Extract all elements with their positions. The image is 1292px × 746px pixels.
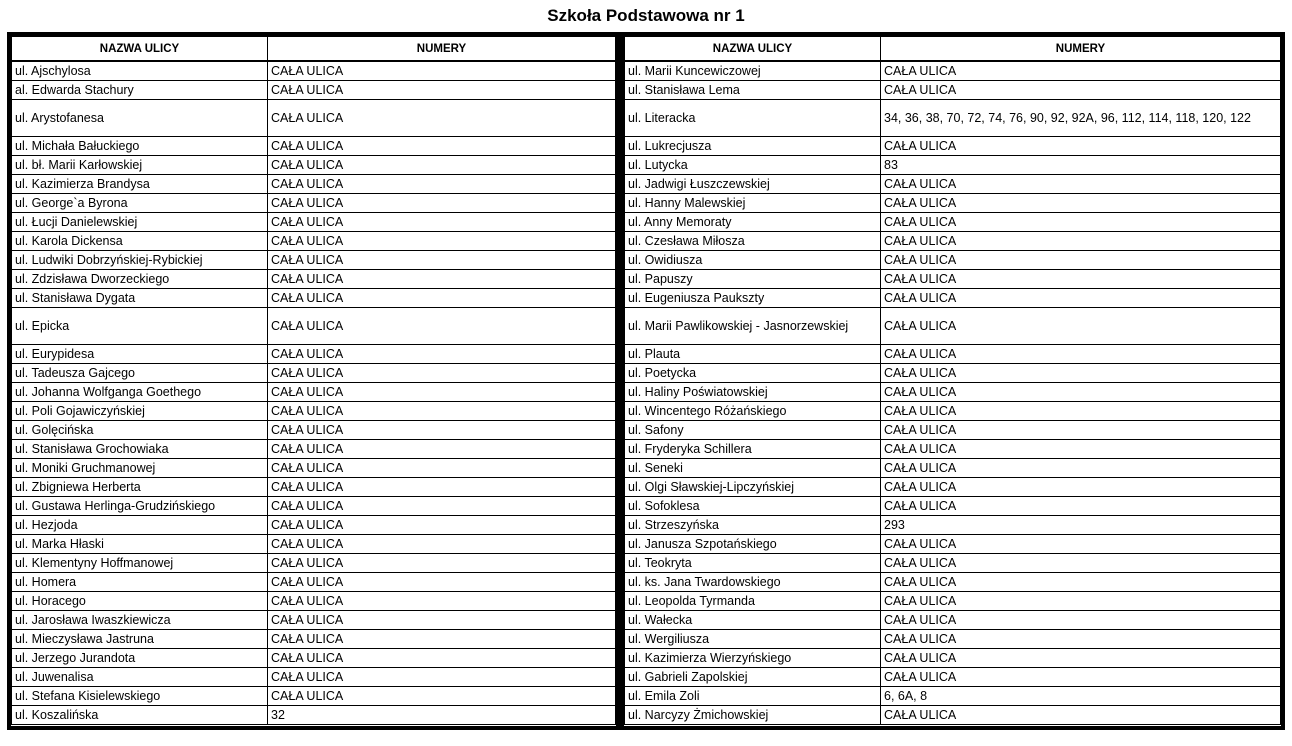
street-name-cell: ul. Emila Zoli xyxy=(625,687,881,706)
street-name-cell: ul. Safony xyxy=(625,421,881,440)
numbers-cell: CAŁA ULICA xyxy=(881,478,1281,497)
street-table-left-panel xyxy=(11,36,616,726)
numbers-cell: CAŁA ULICA xyxy=(268,440,616,459)
street-name-cell: ul. Karola Dickensa xyxy=(12,232,268,251)
street-name-cell: ul. Homera xyxy=(12,573,268,592)
table-row xyxy=(625,100,1281,137)
numbers-cell: CAŁA ULICA xyxy=(881,649,1281,668)
table-row xyxy=(625,573,1281,592)
street-name-cell: ul. Ajschylosa xyxy=(12,61,268,81)
street-name-cell: ul. Kazimierza Brandysa xyxy=(12,175,268,194)
numbers-cell: CAŁA ULICA xyxy=(881,440,1281,459)
numbers-cell: CAŁA ULICA xyxy=(881,573,1281,592)
numbers-cell: CAŁA ULICA xyxy=(268,232,616,251)
table-row xyxy=(625,213,1281,232)
numbers-cell: CAŁA ULICA xyxy=(881,554,1281,573)
street-name-cell: ul. Juwenalisa xyxy=(12,668,268,687)
numbers-cell: CAŁA ULICA xyxy=(268,156,616,175)
street-name-cell: ul. Klementyny Hoffmanowej xyxy=(12,554,268,573)
numbers-cell: CAŁA ULICA xyxy=(268,611,616,630)
street-name-cell: ul. Teokryta xyxy=(625,554,881,573)
numbers-cell: CAŁA ULICA xyxy=(268,554,616,573)
street-name-cell: ul. Mieczysława Jastruna xyxy=(12,630,268,649)
table-row xyxy=(625,345,1281,364)
table-row xyxy=(12,364,616,383)
numbers-cell: CAŁA ULICA xyxy=(268,402,616,421)
street-name-cell: ul. Golęcińska xyxy=(12,421,268,440)
table-row xyxy=(625,497,1281,516)
table-row xyxy=(12,383,616,402)
numbers-cell: CAŁA ULICA xyxy=(881,137,1281,156)
table-row xyxy=(625,706,1281,725)
table-row xyxy=(12,156,616,175)
table-row xyxy=(12,535,616,554)
table-row xyxy=(12,440,616,459)
street-name-cell: ul. Kazimierza Wierzyńskiego xyxy=(625,649,881,668)
table-row xyxy=(625,630,1281,649)
street-name-cell: ul. Eurypidesa xyxy=(12,345,268,364)
numbers-cell: CAŁA ULICA xyxy=(268,687,616,706)
table-row xyxy=(625,383,1281,402)
table-row xyxy=(12,611,616,630)
table-row xyxy=(625,554,1281,573)
numbers-cell: CAŁA ULICA xyxy=(881,251,1281,270)
numbers-cell: 34, 36, 38, 70, 72, 74, 76, 90, 92, 92A, 96, 112, 114, 118, 120, 122 xyxy=(881,100,1281,137)
street-name-cell: ul. Marii Pawlikowskiej - Jasnorzewskiej xyxy=(625,308,881,345)
street-name-cell: ul. Stanisława Lema xyxy=(625,81,881,100)
street-name-cell: ul. Poetycka xyxy=(625,364,881,383)
street-name-cell: ul. Stanisława Dygata xyxy=(12,289,268,308)
numbers-cell: CAŁA ULICA xyxy=(881,364,1281,383)
numbers-cell: CAŁA ULICA xyxy=(268,194,616,213)
street-tables-container xyxy=(7,32,1285,730)
numbers-cell: CAŁA ULICA xyxy=(881,668,1281,687)
table-row xyxy=(625,194,1281,213)
street-name-cell: ul. Koszalińska xyxy=(12,706,268,725)
numbers-cell: CAŁA ULICA xyxy=(881,402,1281,421)
column-header-street: NAZWA ULICY xyxy=(625,37,881,62)
street-name-cell: ul. Lutycka xyxy=(625,156,881,175)
column-header-numbers: NUMERY xyxy=(881,37,1281,62)
table-row xyxy=(625,649,1281,668)
street-name-cell: ul. Wergiliusza xyxy=(625,630,881,649)
numbers-cell: CAŁA ULICA xyxy=(881,81,1281,100)
street-name-cell: ul. bł. Marii Karłowskiej xyxy=(12,156,268,175)
table-row xyxy=(12,687,616,706)
numbers-cell: CAŁA ULICA xyxy=(268,213,616,232)
street-name-cell: ul. Czesława Miłosza xyxy=(625,232,881,251)
street-name-cell: ul. Jadwigi Łuszczewskiej xyxy=(625,175,881,194)
street-name-cell: ul. Stanisława Grochowiaka xyxy=(12,440,268,459)
numbers-cell: CAŁA ULICA xyxy=(881,497,1281,516)
table-row xyxy=(12,459,616,478)
street-name-cell: ul. Gabrieli Zapolskiej xyxy=(625,668,881,687)
numbers-cell: CAŁA ULICA xyxy=(268,383,616,402)
numbers-cell: CAŁA ULICA xyxy=(881,459,1281,478)
street-name-cell: ul. Marii Kuncewiczowej xyxy=(625,61,881,81)
street-name-cell: ul. ks. Jana Twardowskiego xyxy=(625,573,881,592)
numbers-cell: 293 xyxy=(881,516,1281,535)
street-name-cell: ul. Fryderyka Schillera xyxy=(625,440,881,459)
numbers-cell: 6, 6A, 8 xyxy=(881,687,1281,706)
numbers-cell: CAŁA ULICA xyxy=(268,270,616,289)
street-name-cell: ul. Lukrecjusza xyxy=(625,137,881,156)
numbers-cell: CAŁA ULICA xyxy=(881,175,1281,194)
table-row xyxy=(625,421,1281,440)
table-row xyxy=(12,497,616,516)
table-row xyxy=(12,630,616,649)
street-table-right-panel xyxy=(624,36,1281,726)
street-name-cell: ul. Arystofanesa xyxy=(12,100,268,137)
tables-divider xyxy=(616,36,624,726)
street-name-cell: ul. Hezjoda xyxy=(12,516,268,535)
numbers-cell: CAŁA ULICA xyxy=(881,706,1281,725)
table-row xyxy=(625,516,1281,535)
table-row xyxy=(12,194,616,213)
street-name-cell: ul. Strzeszyńska xyxy=(625,516,881,535)
street-name-cell: ul. Moniki Gruchmanowej xyxy=(12,459,268,478)
table-row xyxy=(12,421,616,440)
table-row xyxy=(12,706,616,725)
numbers-cell: CAŁA ULICA xyxy=(268,61,616,81)
street-name-cell: ul. Poli Gojawiczyńskiej xyxy=(12,402,268,421)
numbers-cell: CAŁA ULICA xyxy=(268,535,616,554)
numbers-cell: CAŁA ULICA xyxy=(881,421,1281,440)
table-row xyxy=(625,440,1281,459)
numbers-cell: CAŁA ULICA xyxy=(881,213,1281,232)
numbers-cell: CAŁA ULICA xyxy=(268,289,616,308)
numbers-cell: 83 xyxy=(881,156,1281,175)
table-row xyxy=(625,61,1281,81)
street-name-cell: ul. Epicka xyxy=(12,308,268,345)
table-row xyxy=(12,175,616,194)
table-row xyxy=(625,592,1281,611)
street-name-cell: ul. Olgi Sławskiej-Lipczyńskiej xyxy=(625,478,881,497)
table-row xyxy=(12,213,616,232)
street-name-cell: ul. Anny Memoraty xyxy=(625,213,881,232)
street-name-cell: ul. Ludwiki Dobrzyńskiej-Rybickiej xyxy=(12,251,268,270)
numbers-cell: CAŁA ULICA xyxy=(881,61,1281,81)
table-row xyxy=(12,81,616,100)
numbers-cell: CAŁA ULICA xyxy=(881,289,1281,308)
numbers-cell: CAŁA ULICA xyxy=(268,516,616,535)
table-row xyxy=(12,61,616,81)
table-row xyxy=(625,668,1281,687)
table-row xyxy=(12,137,616,156)
numbers-cell: 32 xyxy=(268,706,616,725)
table-row xyxy=(12,345,616,364)
street-name-cell: al. Edwarda Stachury xyxy=(12,81,268,100)
table-row xyxy=(625,270,1281,289)
column-header-numbers: NUMERY xyxy=(268,37,616,62)
table-row xyxy=(12,100,616,137)
table-row xyxy=(12,308,616,345)
street-name-cell: ul. Literacka xyxy=(625,100,881,137)
street-name-cell: ul. Hanny Malewskiej xyxy=(625,194,881,213)
table-row xyxy=(625,81,1281,100)
street-name-cell: ul. Zdzisława Dworzeckiego xyxy=(12,270,268,289)
table-row xyxy=(12,402,616,421)
numbers-cell: CAŁA ULICA xyxy=(268,649,616,668)
table-row xyxy=(625,402,1281,421)
table-row xyxy=(12,592,616,611)
numbers-cell: CAŁA ULICA xyxy=(268,459,616,478)
table-row xyxy=(12,289,616,308)
table-row xyxy=(12,251,616,270)
numbers-cell: CAŁA ULICA xyxy=(268,364,616,383)
table-row xyxy=(12,270,616,289)
numbers-cell: CAŁA ULICA xyxy=(881,383,1281,402)
numbers-cell: CAŁA ULICA xyxy=(268,421,616,440)
header-row xyxy=(625,37,1281,62)
numbers-cell: CAŁA ULICA xyxy=(881,232,1281,251)
numbers-cell: CAŁA ULICA xyxy=(268,175,616,194)
table-row xyxy=(625,251,1281,270)
table-row xyxy=(625,611,1281,630)
street-name-cell: ul. Narcyzy Żmichowskiej xyxy=(625,706,881,725)
street-name-cell: ul. Tadeusza Gajcego xyxy=(12,364,268,383)
table-row xyxy=(625,687,1281,706)
table-row xyxy=(12,478,616,497)
numbers-cell: CAŁA ULICA xyxy=(881,308,1281,345)
numbers-cell: CAŁA ULICA xyxy=(268,497,616,516)
street-name-cell: ul. Eugeniusza Paukszty xyxy=(625,289,881,308)
street-name-cell: ul. Łucji Danielewskiej xyxy=(12,213,268,232)
numbers-cell: CAŁA ULICA xyxy=(268,345,616,364)
numbers-cell: CAŁA ULICA xyxy=(881,194,1281,213)
table-row xyxy=(12,649,616,668)
numbers-cell: CAŁA ULICA xyxy=(268,630,616,649)
table-row xyxy=(625,308,1281,345)
numbers-cell: CAŁA ULICA xyxy=(268,478,616,497)
numbers-cell: CAŁA ULICA xyxy=(268,308,616,345)
street-name-cell: ul. Seneki xyxy=(625,459,881,478)
street-name-cell: ul. Gustawa Herlinga-Grudzińskiego xyxy=(12,497,268,516)
street-name-cell: ul. Papuszy xyxy=(625,270,881,289)
street-name-cell: ul. George`a Byrona xyxy=(12,194,268,213)
table-row xyxy=(625,364,1281,383)
street-name-cell: ul. Jerzego Jurandota xyxy=(12,649,268,668)
street-name-cell: ul. Marka Hłaski xyxy=(12,535,268,554)
numbers-cell: CAŁA ULICA xyxy=(268,668,616,687)
street-name-cell: ul. Horacego xyxy=(12,592,268,611)
table-row xyxy=(12,516,616,535)
numbers-cell: CAŁA ULICA xyxy=(268,573,616,592)
street-name-cell: ul. Michała Bałuckiego xyxy=(12,137,268,156)
table-row xyxy=(12,573,616,592)
table-row xyxy=(625,232,1281,251)
header-row xyxy=(12,37,616,62)
table-row xyxy=(625,175,1281,194)
table-row xyxy=(625,289,1281,308)
numbers-cell: CAŁA ULICA xyxy=(268,137,616,156)
street-name-cell: ul. Owidiusza xyxy=(625,251,881,270)
street-name-cell: ul. Leopolda Tyrmanda xyxy=(625,592,881,611)
street-name-cell: ul. Haliny Poświatowskiej xyxy=(625,383,881,402)
numbers-cell: CAŁA ULICA xyxy=(881,611,1281,630)
table-row xyxy=(625,156,1281,175)
street-name-cell: ul. Stefana Kisielewskiego xyxy=(12,687,268,706)
table-row xyxy=(625,478,1281,497)
street-name-cell: ul. Johanna Wolfganga Goethego xyxy=(12,383,268,402)
table-row xyxy=(625,137,1281,156)
numbers-cell: CAŁA ULICA xyxy=(268,81,616,100)
table-row xyxy=(12,668,616,687)
numbers-cell: CAŁA ULICA xyxy=(881,345,1281,364)
street-name-cell: ul. Janusza Szpotańskiego xyxy=(625,535,881,554)
street-name-cell: ul. Wincentego Różańskiego xyxy=(625,402,881,421)
numbers-cell: CAŁA ULICA xyxy=(881,592,1281,611)
street-name-cell: ul. Zbigniewa Herberta xyxy=(12,478,268,497)
street-name-cell: ul. Jarosława Iwaszkiewicza xyxy=(12,611,268,630)
table-row xyxy=(12,232,616,251)
numbers-cell: CAŁA ULICA xyxy=(268,592,616,611)
numbers-cell: CAŁA ULICA xyxy=(268,100,616,137)
numbers-cell: CAŁA ULICA xyxy=(268,251,616,270)
page-title: Szkoła Podstawowa nr 1 xyxy=(547,6,745,25)
street-table-right xyxy=(624,36,1281,725)
numbers-cell: CAŁA ULICA xyxy=(881,535,1281,554)
table-row xyxy=(625,459,1281,478)
numbers-cell: CAŁA ULICA xyxy=(881,630,1281,649)
numbers-cell: CAŁA ULICA xyxy=(881,270,1281,289)
table-row xyxy=(625,535,1281,554)
street-name-cell: ul. Sofoklesa xyxy=(625,497,881,516)
column-header-street: NAZWA ULICY xyxy=(12,37,268,62)
street-name-cell: ul. Wałecka xyxy=(625,611,881,630)
street-table-left xyxy=(11,36,616,725)
street-name-cell: ul. Plauta xyxy=(625,345,881,364)
table-row xyxy=(12,554,616,573)
